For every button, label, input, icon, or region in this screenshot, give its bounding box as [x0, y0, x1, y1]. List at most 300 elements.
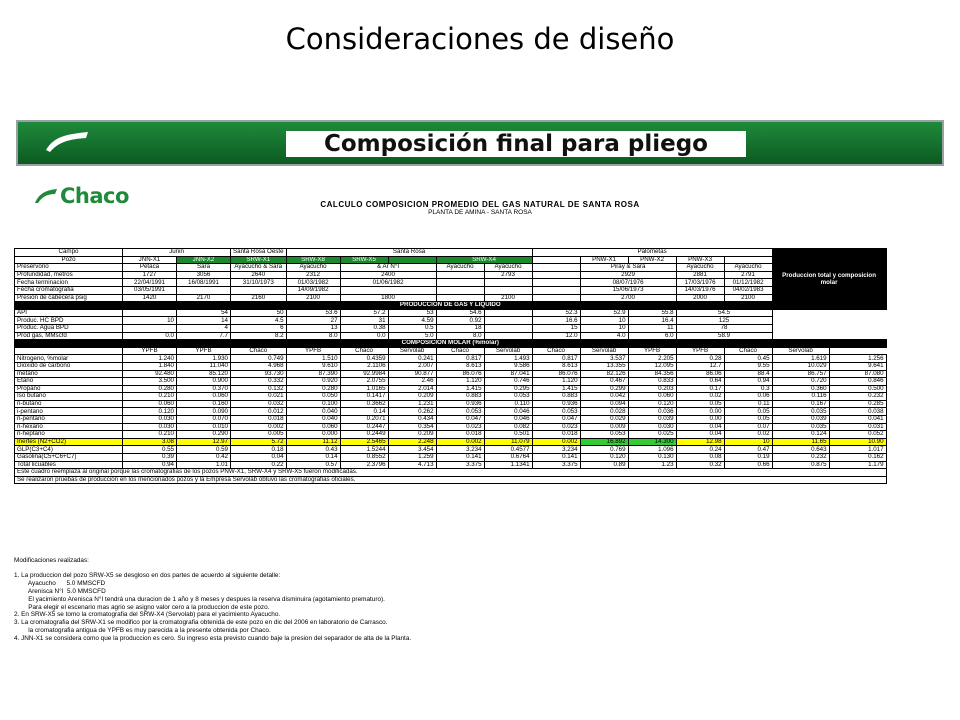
campo-row — [15, 249, 887, 257]
table-cell: 0.009 — [580, 423, 628, 431]
table-cell: Ayacucho — [436, 264, 484, 272]
table-cell: 87.080 — [829, 370, 886, 378]
section-row — [15, 302, 887, 310]
table-cell: 0.92 — [436, 317, 484, 325]
table-cell: 0.035 — [772, 423, 829, 431]
table-cell — [532, 264, 580, 272]
table-cell: 52.3 — [532, 309, 580, 317]
table-cell: 9.641 — [829, 362, 886, 370]
table-cell: 9.55 — [724, 362, 772, 370]
table-cell: 16/08/1991 — [177, 279, 231, 287]
table-cell: 2.205 — [628, 355, 676, 363]
table-cell — [123, 309, 177, 317]
table-cell: 4.968 — [231, 362, 287, 370]
table-cell: Piray & Sara — [580, 264, 676, 272]
table-cell: metano — [15, 370, 123, 378]
table-cell: 0.749 — [231, 355, 287, 363]
table-cell: 2.014 — [388, 385, 436, 393]
table-cell: 86.076 — [532, 370, 580, 378]
info-row — [15, 264, 887, 272]
note-row — [15, 476, 887, 484]
table-cell: 0.00 — [676, 408, 724, 416]
table-cell: 0.817 — [436, 355, 484, 363]
campo-santa-rosa-oeste: Santa Rosa Oeste — [231, 249, 287, 257]
table-cell: Ayacucho — [676, 264, 724, 272]
table-cell: 14/09/1982 — [286, 286, 340, 294]
table-cell: 0.053 — [580, 431, 628, 439]
table-cell: 0.370 — [177, 385, 231, 393]
composition-row — [15, 408, 887, 416]
table-cell: 0.04 — [676, 423, 724, 431]
table-cell: 0.031 — [829, 423, 886, 431]
table-cell: 0.050 — [286, 393, 340, 401]
table-cell: 7.7 — [177, 332, 231, 340]
lab-header: YPFB — [123, 347, 177, 355]
composition-row — [15, 378, 887, 386]
table-cell: 2.007 — [388, 362, 436, 370]
table-cell: 0.090 — [177, 408, 231, 416]
modification-item: la cromatografia antigua de YPFB es muy parecida a la presente obtenida por Chaco. — [14, 627, 271, 635]
pozo-cell: JNN-X1 — [123, 256, 177, 264]
table-cell: 1.259 — [388, 454, 436, 462]
table-cell: 86.06 — [676, 370, 724, 378]
table-cell: 0.07 — [724, 423, 772, 431]
table-cell: 52.9 — [580, 309, 628, 317]
table-cell: 0.17 — [676, 385, 724, 393]
production-row — [15, 332, 887, 340]
title-banner — [16, 120, 944, 166]
table-cell: 9.610 — [286, 362, 340, 370]
table-cell: 10 — [580, 324, 628, 332]
table-cell — [484, 324, 532, 332]
lab-header: YPFB — [676, 347, 724, 355]
table-cell: 0.262 — [388, 408, 436, 416]
lab-header: Servolab — [580, 347, 628, 355]
composition-row — [15, 370, 887, 378]
table-cell: Produc. HC BPD — [15, 317, 123, 325]
table-cell: i-pentano — [15, 408, 123, 416]
table-cell: 0.053 — [532, 408, 580, 416]
table-cell: 0.035 — [772, 408, 829, 416]
modifications-list — [14, 557, 411, 643]
composition-row — [15, 393, 887, 401]
lab-header: YPFB — [177, 347, 231, 355]
table-cell: 0.285 — [829, 400, 886, 408]
table-cell: 2400 — [340, 271, 436, 279]
table-cell: 2170 — [177, 294, 231, 302]
table-cell: 90.877 — [388, 370, 436, 378]
table-cell: 3.234 — [436, 446, 484, 454]
pozo-cell: PNW-X2 — [628, 256, 676, 264]
table-cell: 4.59 — [388, 317, 436, 325]
swoosh-icon — [44, 130, 90, 154]
table-cell — [532, 286, 580, 294]
table-cell: 0.203 — [628, 385, 676, 393]
table-cell: 31/10/1973 — [231, 279, 287, 287]
table-cell: 0.110 — [484, 400, 532, 408]
table-cell: 87.041 — [484, 370, 532, 378]
table-cell: 0.875 — [772, 461, 829, 469]
table-cell: 53.6 — [286, 309, 340, 317]
table-cell: 6.0 — [628, 332, 676, 340]
table-cell: 11 — [628, 324, 676, 332]
table-cell: 1.256 — [829, 355, 886, 363]
table-cell: GLP(C3+C4) — [15, 446, 123, 454]
pozo-cell: PNW-X1 — [580, 256, 628, 264]
modification-item: Arenisca N°I 5.0 MMSCFD — [14, 587, 106, 595]
table-cell: 0.817 — [532, 355, 580, 363]
table-cell: 0.846 — [829, 378, 886, 386]
table-cell: 0.22 — [231, 461, 287, 469]
table-cell: 4 — [177, 324, 231, 332]
table-cell: 0.160 — [177, 400, 231, 408]
table-cell: 0.43 — [286, 446, 340, 454]
table-cell: 2312 — [286, 271, 340, 279]
table-cell: 0.100 — [286, 400, 340, 408]
info-row — [15, 279, 887, 287]
report-title: CALCULO COMPOSICION PROMEDIO DEL GAS NATURAL DE SANTA ROSA — [320, 200, 640, 209]
table-cell: 0.167 — [772, 400, 829, 408]
table-cell: 13.355 — [580, 362, 628, 370]
table-cell: 0.55 — [123, 446, 177, 454]
table-cell: 1420 — [123, 294, 177, 302]
table-cell: Ayacucho — [286, 264, 340, 272]
table-cell — [484, 309, 532, 317]
table-cell: 0.036 — [628, 408, 676, 416]
table-cell: 3.375 — [436, 461, 484, 469]
table-cell — [484, 279, 532, 287]
table-cell: 88.4 — [724, 370, 772, 378]
table-cell: 92.9984 — [340, 370, 388, 378]
table-cell: 0.00 — [676, 416, 724, 424]
table-cell: 0.5 — [388, 324, 436, 332]
table-cell: 0.094 — [580, 400, 628, 408]
table-cell: 4.713 — [388, 461, 436, 469]
table-cell — [177, 286, 231, 294]
table-cell: 1.179 — [829, 461, 886, 469]
table-cell: 8.613 — [532, 362, 580, 370]
table-cell: 0.053 — [484, 393, 532, 401]
table-cell: 0.023 — [436, 423, 484, 431]
table-cell: 8.0 — [286, 332, 340, 340]
table-cell: 3.537 — [580, 355, 628, 363]
table-cell: 54 — [177, 309, 231, 317]
table-cell: 0.59 — [177, 446, 231, 454]
campo-santa-rosa: Santa Rosa — [286, 249, 532, 257]
table-cell: Ayacucho — [484, 264, 532, 272]
table-cell: 0.030 — [123, 416, 177, 424]
table-cell: 0.500 — [829, 385, 886, 393]
table-cell: 2000 — [676, 294, 724, 302]
table-cell: 01/03/1982 — [286, 279, 340, 287]
table-cell: 0.900 — [177, 378, 231, 386]
table-cell: 1.1341 — [484, 461, 532, 469]
table-cell: 0.354 — [388, 423, 436, 431]
table-cell: 11.65 — [772, 438, 829, 446]
table-cell: Dioxido de carbono — [15, 362, 123, 370]
info-row — [15, 271, 887, 279]
table-cell: 0.89 — [580, 461, 628, 469]
table-cell: 0.010 — [177, 423, 231, 431]
table-cell: 0.57 — [286, 461, 340, 469]
table-cell: Fecha cromatografia — [15, 286, 123, 294]
table-cell: 0.141 — [436, 454, 484, 462]
table-cell: 0.0 — [340, 332, 388, 340]
table-cell: 0.041 — [829, 416, 886, 424]
composition-row — [15, 416, 887, 424]
table-cell: 0.332 — [231, 378, 287, 386]
lab-header: Chaco — [532, 347, 580, 355]
table-cell: 0.060 — [286, 423, 340, 431]
table-cell: 0.720 — [772, 378, 829, 386]
table-cell: 0.070 — [177, 416, 231, 424]
table-cell: 0.000 — [286, 431, 340, 439]
table-cell: 3.234 — [532, 446, 580, 454]
table-cell: 0.232 — [772, 454, 829, 462]
table-cell: 0.002 — [231, 423, 287, 431]
table-cell: 0.66 — [724, 461, 772, 469]
table-cell: 4.0 — [580, 332, 628, 340]
table-cell — [436, 286, 484, 294]
composition-row — [15, 431, 887, 439]
table-cell: 0.210 — [123, 393, 177, 401]
table-cell: 11.079 — [484, 438, 532, 446]
table-cell: 86.757 — [772, 370, 829, 378]
table-cell: 3.500 — [123, 378, 177, 386]
table-cell: 0.06 — [724, 393, 772, 401]
table-cell: 0.05 — [724, 408, 772, 416]
table-cell: 0.2449 — [340, 431, 388, 439]
inertes-row — [15, 438, 887, 446]
table-cell: 0.64 — [676, 378, 724, 386]
pozo-cell: SRW-X1 — [231, 256, 287, 264]
table-cell: 1800 — [340, 294, 436, 302]
table-cell: 0.042 — [580, 393, 628, 401]
table-cell: Preservorio — [15, 264, 123, 272]
table-cell: 0.14 — [286, 454, 340, 462]
table-cell: 0.3662 — [340, 400, 388, 408]
table-cell: 18 — [436, 324, 484, 332]
table-cell: 0.120 — [628, 400, 676, 408]
table-cell: 82.126 — [580, 370, 628, 378]
table-cell: Nitrogeno, %molar — [15, 355, 123, 363]
table-cell: 2.46 — [388, 378, 436, 386]
table-cell: 1.415 — [436, 385, 484, 393]
table-cell: 1.930 — [177, 355, 231, 363]
table-cell: 0.060 — [177, 393, 231, 401]
table-cell: n-butano — [15, 400, 123, 408]
lab-header: Chaco — [436, 347, 484, 355]
table-cell: Gasolina(C5+C6+C7) — [15, 454, 123, 462]
modification-item: El yacimiento Arenisca N°I tendrá una duracion de 1 año y 8 meses y despues la reserva disminuira (agotamiento prematuro). — [14, 595, 385, 603]
table-cell: 0.4577 — [484, 446, 532, 454]
table-cell: 0.47 — [724, 446, 772, 454]
table-cell: 01/06/1982 — [340, 279, 436, 287]
table-cell: 78 — [676, 324, 772, 332]
table-cell — [231, 286, 287, 294]
table-cell: 0.209 — [388, 431, 436, 439]
table-cell: 10 — [724, 438, 772, 446]
table-cell: 93.730 — [231, 370, 287, 378]
table-cell: 12.7 — [676, 362, 724, 370]
table-cell: 2929 — [580, 271, 676, 279]
pozo-cell: SRW-X4 — [436, 256, 532, 264]
table-cell: 0.012 — [231, 408, 287, 416]
campo-palometas: Palometas — [532, 249, 772, 257]
table-cell: Petaca — [123, 264, 177, 272]
table-cell: 0.039 — [628, 416, 676, 424]
total-header: Produccion total y composicion molar — [772, 249, 886, 310]
table-cell: 1.493 — [484, 355, 532, 363]
table-cell: Ayacucho & Sara — [231, 264, 287, 272]
table-cell: 0.643 — [772, 446, 829, 454]
table-cell: 0.280 — [123, 385, 177, 393]
table-cell: n-hexano — [15, 423, 123, 431]
table-cell: Prod gas, MMscfd — [15, 332, 123, 340]
table-cell: Iso butano — [15, 393, 123, 401]
table-cell: 0.08 — [676, 454, 724, 462]
table-cell: 1.120 — [436, 378, 484, 386]
table-cell: 12.97 — [177, 438, 231, 446]
table-cell: 2.5465 — [340, 438, 388, 446]
table-cell: 8.2 — [231, 332, 287, 340]
table-cell: 0.769 — [580, 446, 628, 454]
section-row — [15, 340, 887, 348]
table-cell: 0.28 — [676, 355, 724, 363]
table-cell: 1.619 — [772, 355, 829, 363]
table-cell: 10.029 — [772, 362, 829, 370]
table-cell: 1.0165 — [340, 385, 388, 393]
table-cell: 0.132 — [231, 385, 287, 393]
table-cell: 11.12 — [286, 438, 340, 446]
table-cell: 0.936 — [436, 400, 484, 408]
table-cell: 0.501 — [484, 431, 532, 439]
table-cell: n-pentano — [15, 416, 123, 424]
table-cell: 0.025 — [628, 431, 676, 439]
modifications-title: Modificaciones realizadas: — [14, 557, 89, 564]
table-cell: 15/06/1973 — [580, 286, 676, 294]
table-cell: 87.390 — [286, 370, 340, 378]
lab-header: Servolab — [484, 347, 532, 355]
lab-header: Chaco — [724, 347, 772, 355]
table-cell: 0.8552 — [340, 454, 388, 462]
pozo-label: Pozo — [15, 256, 123, 264]
table-cell: 92.480 — [123, 370, 177, 378]
table-cell: 1.01 — [177, 461, 231, 469]
table-cell: 0.883 — [532, 393, 580, 401]
campo-label: Campo — [15, 249, 123, 257]
table-cell: 03/05/1991 — [123, 286, 177, 294]
table-cell: 0.030 — [123, 423, 177, 431]
table-cell: 0.053 — [436, 408, 484, 416]
table-cell: 04/02/1983 — [724, 286, 772, 294]
table-cell: 8.0 — [436, 332, 484, 340]
liquids-row — [15, 461, 887, 469]
pozo-cell: SRW-X8 — [286, 256, 340, 264]
table-cell: 0.280 — [286, 385, 340, 393]
table-cell: 0.082 — [484, 423, 532, 431]
lab-header: Servolab — [772, 347, 829, 355]
table-cell: 14 — [177, 317, 231, 325]
table-cell — [532, 294, 580, 302]
table-cell: 85.120 — [177, 370, 231, 378]
table-cell: 16.4 — [628, 317, 676, 325]
table-cell: 3.375 — [532, 461, 580, 469]
section-production: PRODUCCION DE GAS Y LIQUIDO — [15, 302, 887, 310]
table-cell: 2881 — [676, 271, 724, 279]
table-cell: 2100 — [724, 294, 772, 302]
table-cell: Sara — [177, 264, 231, 272]
table-cell: Produc. Agua BPD — [15, 324, 123, 332]
table-cell: 2.0755 — [340, 378, 388, 386]
table-cell: 2700 — [580, 294, 676, 302]
modification-item: Ayacucho 5.0 MMSCFD — [14, 579, 106, 587]
table-cell: 13 — [286, 324, 340, 332]
production-row — [15, 324, 887, 332]
table-cell: API — [15, 309, 123, 317]
table-cell: & Ar N°I — [340, 264, 436, 272]
table-cell: 0.021 — [231, 393, 287, 401]
table-cell: 2.1106 — [340, 362, 388, 370]
table-cell: 0.120 — [123, 408, 177, 416]
table-cell: 0.295 — [484, 385, 532, 393]
table-cell: 0.018 — [436, 431, 484, 439]
table-cell: 1.840 — [123, 362, 177, 370]
table-cell: 0.047 — [532, 416, 580, 424]
table-cell: 0.002 — [532, 438, 580, 446]
table-cell: 14.300 — [628, 438, 676, 446]
table-cell: 10.90 — [829, 438, 886, 446]
table-cell: 9.586 — [484, 362, 532, 370]
note-row — [15, 469, 887, 477]
table-cell: 0.746 — [484, 378, 532, 386]
table-cell: 12.095 — [628, 362, 676, 370]
table-cell: 86.076 — [436, 370, 484, 378]
table-cell: 50 — [231, 309, 287, 317]
modification-item: 2. En SRW-X5 se tomo la cromatografia del SRW-X4 (Servolab) para el yacimiento Ayacucho. — [14, 611, 281, 619]
report-subtitle: PLANTA DE AMINA - SANTA ROSA — [428, 209, 532, 216]
table-cell — [484, 332, 532, 340]
table-cell: 0.210 — [123, 431, 177, 439]
table-cell — [532, 279, 580, 287]
production-row — [15, 309, 887, 317]
table-cell: 0.0 — [123, 332, 177, 340]
table-cell: 14/03/1976 — [676, 286, 724, 294]
table-cell: 84.356 — [628, 370, 676, 378]
modification-item: 1. La produccion del pozo SRW-X5 se desgloso en dos partes de acuerdo al siguiente detalle: — [14, 571, 281, 579]
table-cell: 0.32 — [676, 461, 724, 469]
pozo-row — [15, 256, 887, 264]
composition-row — [15, 400, 887, 408]
composition-row — [15, 362, 887, 370]
table-cell: 0.162 — [829, 454, 886, 462]
table-cell: 0.936 — [532, 400, 580, 408]
table-cell: 0.883 — [436, 393, 484, 401]
table-cell: 55.8 — [628, 309, 676, 317]
table-cell: 0.3 — [724, 385, 772, 393]
table-cell: n-heptano — [15, 431, 123, 439]
table-cell: 53 — [388, 309, 436, 317]
table-cell: 0.04 — [231, 454, 287, 462]
table-cell — [484, 317, 532, 325]
composition-row — [15, 423, 887, 431]
table-cell: 0.02 — [676, 393, 724, 401]
table-cell: 10 — [580, 317, 628, 325]
table-cell: 125 — [676, 317, 772, 325]
lab-header: Servolab — [388, 347, 436, 355]
table-cell: 2160 — [231, 294, 287, 302]
table-cell: 0.920 — [286, 378, 340, 386]
